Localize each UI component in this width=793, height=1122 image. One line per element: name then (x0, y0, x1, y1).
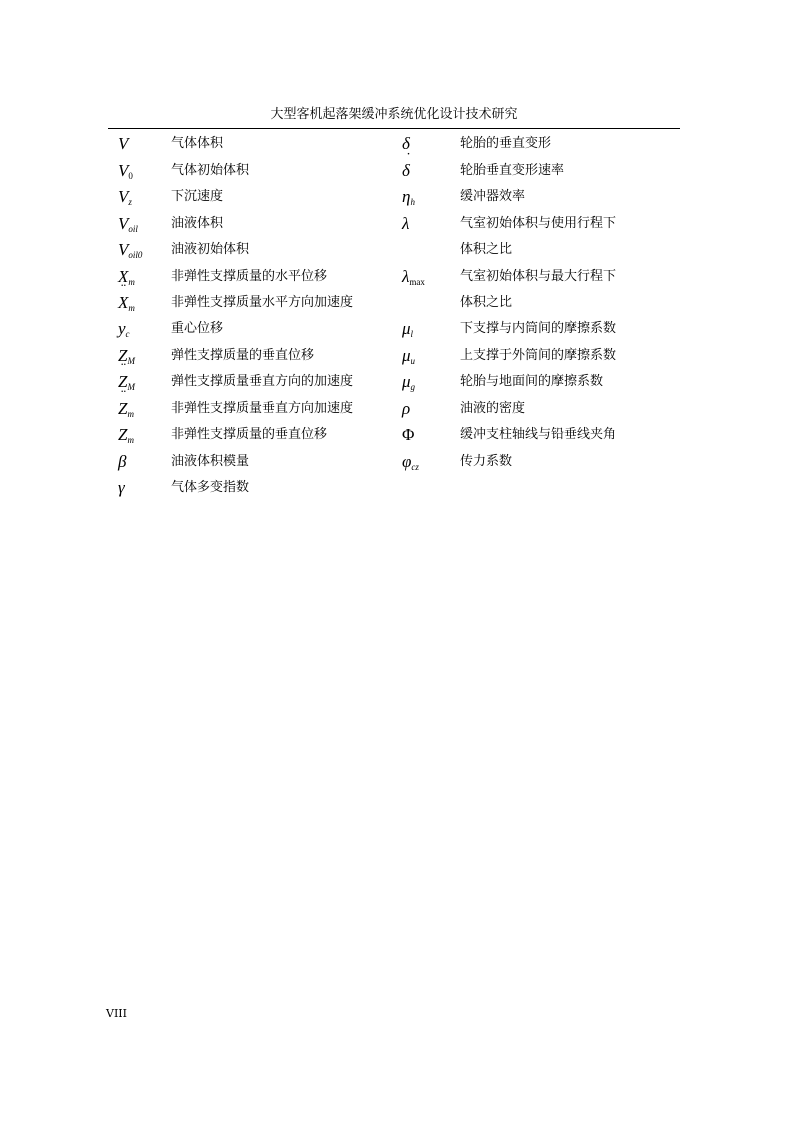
description: 轮胎与地面间的摩擦系数 (460, 374, 604, 389)
description: 气体初始体积 (171, 163, 250, 178)
running-header (108, 104, 680, 129)
description: 油液体积模量 (171, 454, 250, 469)
description: 轮胎垂直变形速率 (460, 163, 565, 178)
description: 重心位移 (171, 321, 224, 336)
description: 气室初始体积与使用行程下 (460, 216, 617, 231)
description: 非弹性支撑质量的垂直位移 (171, 427, 328, 442)
symbol: $Z_m$ (118, 425, 134, 445)
symbol: ρ (402, 399, 411, 418)
symbol: $\mu_l$ (402, 319, 414, 339)
description: 非弹性支撑质量的水平位移 (171, 269, 328, 284)
symbol: ¨ $X_m$ (118, 292, 168, 318)
symbol: Φ (402, 425, 415, 444)
symbol: λ (402, 214, 410, 233)
description: 弹性支撑质量垂直方向的加速度 (171, 374, 354, 389)
symbol: $V_z$ (118, 187, 132, 207)
description: 非弹性支撑质量水平方向加速度 (171, 295, 354, 310)
symbol: V (118, 134, 129, 153)
description: 气体体积 (171, 136, 224, 151)
symbol: $V_0$ (118, 161, 133, 181)
description: 下支撑与内筒间的摩擦系数 (460, 321, 617, 336)
description: 上支撑于外筒间的摩擦系数 (460, 348, 617, 363)
description: 缓冲器效率 (460, 189, 526, 204)
symbol: $\mu_u$ (402, 346, 416, 366)
description: 弹性支撑质量的垂直位移 (171, 348, 315, 363)
description: 非弹性支撑质量垂直方向加速度 (171, 401, 354, 416)
description: 缓冲支柱轴线与铅垂线夹角 (460, 427, 617, 442)
symbol: $Z_M$ (118, 346, 135, 366)
symbol: $\eta_h$ (402, 187, 415, 207)
symbol: $V_{oil}$ (118, 214, 138, 234)
symbol: ¨ $Z_m$ (118, 398, 168, 424)
symbol: β (118, 452, 127, 471)
header-title: 大型客机起落架缓冲系统优化设计技术研究 (270, 107, 518, 122)
symbol: $\mu_g$ (402, 372, 416, 392)
symbol: $\lambda_{max}$ (402, 267, 425, 287)
description: 下沉速度 (171, 189, 224, 204)
description: 气室初始体积与最大行程下 (460, 269, 617, 284)
symbol: ¨ $Z_M$ (118, 371, 168, 397)
description: 传力系数 (460, 454, 513, 469)
description: 油液的密度 (460, 401, 526, 416)
page-number: VIII (106, 1007, 127, 1020)
description: 油液初始体积 (171, 242, 250, 257)
symbol: $\varphi_{cz}$ (402, 452, 419, 472)
description: 体积之比 (460, 242, 513, 257)
symbol: γ (118, 478, 125, 497)
symbol: $y_c$ (118, 319, 130, 339)
symbol: ˙ δ (402, 160, 452, 186)
description: 气体多变指数 (171, 480, 250, 495)
description: 体积之比 (460, 295, 513, 310)
symbol: $X_m$ (118, 267, 135, 287)
description: 油液体积 (171, 216, 224, 231)
symbol: $V_{oil0}$ (118, 240, 143, 260)
symbol: δ (402, 134, 410, 153)
description: 轮胎的垂直变形 (460, 136, 552, 151)
